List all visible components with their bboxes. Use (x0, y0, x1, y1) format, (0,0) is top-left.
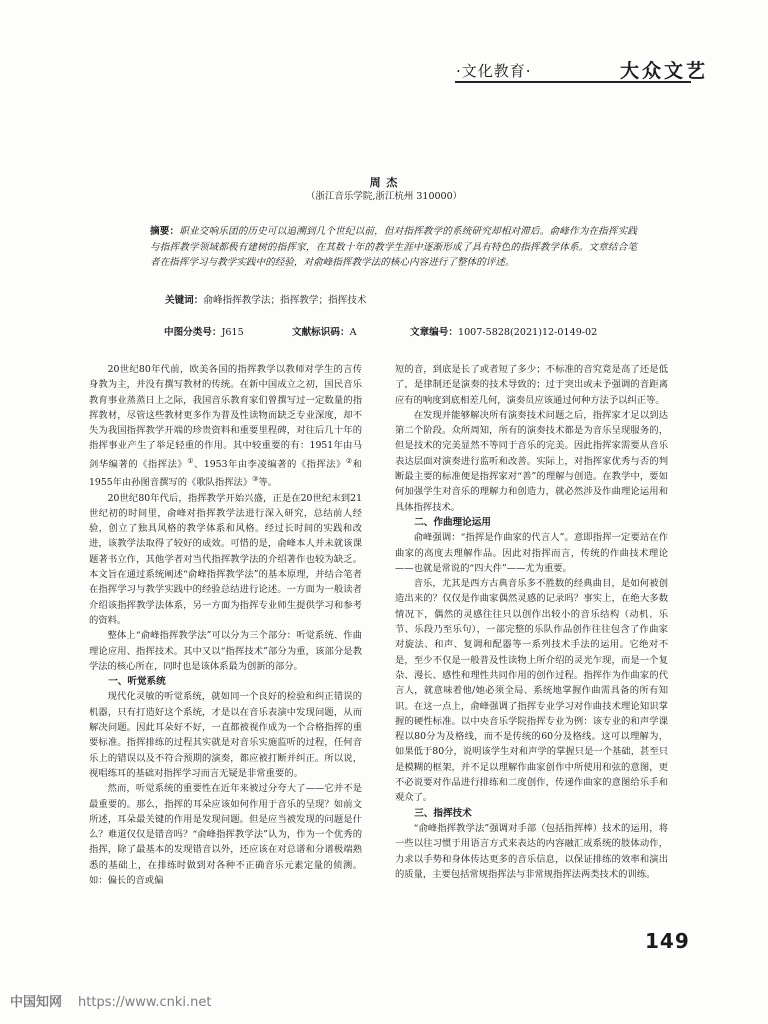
clc-value: J615 (221, 327, 244, 338)
paragraph: 短的音，到底是长了或者短了多少；不标准的音究竟是高了还是低了，是律制还是演奏的技术导致的；过于突出或未予强调的音距离应有的响度到底相差几何，演奏员应该通过何种方法予以纠正等。 (395, 364, 668, 406)
doc-label: 文献标识码： (292, 327, 350, 338)
body-column-left (89, 362, 362, 912)
body-column-right (395, 362, 668, 912)
footnote-ref[interactable]: ② (345, 456, 353, 465)
paragraph: 然而，听觉系统的重要性在近年来被过分夸大了——它并不是最重要的。那么，指挥的耳朵应该如何作用于音乐的呈现？如前文所述，耳朵最关键的作用是发现问题。但是应当被发现的问题是什么？难道仅仅是错音吗？“俞峰指挥教学法”认为，作为一个优秀的指挥，除了最基本的发现错音以外，还应该在对总谱和分谱极端熟悉的基础上，在排练时做到对各种不正确音乐元素定量的侦测。如：偏长的音或偏 (89, 783, 362, 886)
abstract (150, 224, 637, 271)
author-affiliation: （浙江音乐学院,浙江杭州 310000） (305, 191, 463, 202)
keywords-label: 关键词： (165, 295, 204, 306)
keywords-text: 俞峰指挥教学法；指挥教学；指挥技术 (203, 295, 367, 306)
clc-number (164, 324, 244, 338)
paragraph: 现代化灵敏的听觉系统，就如同一个良好的检验和纠正错误的机器，只有打造好这个系统，才是以在音乐表演中发现问题，从而解决问题。因此耳朵好不好，一直都被视作成为一个合格指挥的重要标准。指挥排练的过程其实就是对音乐实施监听的过程，任何音乐上的错误以及不符合预期的演奏，都应被打断并纠正。所以说，视唱练耳的基础对指挥学习而言无疑是非常重要的。 (89, 691, 362, 779)
section-heading: 三、指挥技术 (414, 807, 472, 819)
article-number (410, 324, 597, 338)
journal-name: 大众文艺 (620, 60, 709, 82)
watermark-footer (10, 991, 211, 1010)
paragraph: 20世纪80年代后，指挥教学开始兴盛，正是在20世纪末到21世纪初的时间里，俞峰对指挥教学法进行深入研究，总结前人经验，创立了独具风格的教学体系和风格。经过长时间的实践和改进，该教学法取得了较好的成效。可惜的是，俞峰本人并未就该课题著书立作，其他学者对当代指挥教学法的介绍著作也较为缺乏。本文旨在通过系统阐述“俞峰指挥教学法”的基本原理，并结合笔者在指挥学习与教学实践中的经验总结进行论述。一方面为一般读者介绍该指挥教学法体系，另一方面为指挥专业师生提供学习和参考的资料。 (89, 492, 362, 626)
document-code (292, 324, 357, 338)
paragraph: “俞峰指挥教学法”强调对手部（包括指挥棒）技术的运用，将一些以往习惯于用语言方式来表达的内容融汇成系统的肢体动作，力求以手势和身体传达更多的音乐信息，以保证排练的效率和演出的质量，主要包括常规指挥法与非常规指挥法两类技术的训练。 (395, 822, 668, 880)
header-rule (455, 81, 691, 83)
keywords (165, 292, 366, 306)
paragraph: 整体上“俞峰指挥教学法”可以分为三个部分：听觉系统、作曲理论应用、指挥技术。其中又以“指挥技术”部分为重，该部分是教学法的核心所在，同时也是该体系最为创新的部分。 (89, 630, 362, 672)
paragraph: 20世纪80年代前，欧美各国的指挥教学以教师对学生的言传身教为主，并没有撰写教材的传统。在新中国成立之初，国民音乐教育事业蒸蒸日上之际，我国音乐教育家们曾撰写过一定数量的指挥教材，尽管这些教材更多作为普及性读物而缺乏专业深度，却不失为我国指挥教学开端的珍贵资料和重要里程碑，对往后几十年的指挥事业产生了举足轻重的作用。其中较重要的有：1951年由马剑华编著的《指挥法》①、1953年由李凌编著的《指挥法》②和1955年由孙图音撰写的《歌队指挥法》③等。 (89, 364, 362, 489)
cnki-url[interactable]: https://www.cnki.net (78, 995, 212, 1010)
clc-label: 中图分类号： (164, 327, 222, 338)
section-heading: 一、听觉系统 (108, 676, 166, 688)
paragraph: 在发现并能够解决所有演奏技术问题之后，指挥家才足以到达第二个阶段。众所周知，所有的演奏技术都是为音乐呈现服务的，但是技术的完美显然不等同于音乐的完美。因此指挥家需要从音乐表达层面对演奏进行监听和改善。实际上，对指挥家优秀与否的判断最主要的标准便是指挥家对“善”的理解与创造。在教学中，要如何加强学生对音乐的理解力和创造力，就必然涉及作曲理论运用和具体指挥技术。 (395, 409, 668, 513)
section-heading: 二、作曲理论运用 (414, 516, 491, 528)
paragraph: 俞峰强调：“指挥是作曲家的代言人”。意即指挥一定要站在作曲家的高度去理解作品。因此对指挥而言，传统的作曲技术理论——也就是常说的“四大件”——尤为重要。 (395, 532, 668, 574)
author-name: 周 杰 (369, 176, 399, 189)
footnote-ref[interactable]: ① (187, 456, 195, 465)
page-number: 149 (645, 929, 690, 953)
section-label: ·文化教育· (456, 62, 532, 80)
article-no-value: 1007-5828(2021)12-0149-02 (457, 327, 598, 338)
paragraph: 音乐，尤其是西方古典音乐多不胜数的经典曲目，是如何被创造出来的？仅仅是作曲家偶然灵感的记录吗？事实上，在绝大多数情况下，偶然的灵感往往只以创作出较小的音乐结构（动机、乐节、乐段乃至乐句），一部完整的乐队作品创作往往包含了作曲家对旋法、和声、复调和配器等一系列技术手法的运用。它绝对不是，至少不仅是一般普及性读物上所介绍的灵光乍现，而是一个复杂、漫长、感性和理性共同作用的创作过程。指挥作为作曲家的代言人，就意味着他/她必须全局、系统地掌握作曲需具备的所有知识。在这一点上，俞峰强调了指挥专业学习对作曲技术理论知识掌握的硬性标准。以中央音乐学院指挥专业为例：该专业的和声学课程以80分为及格线，而不是传统的60分及格线。这可以理解为，如果低于80分，说明该学生对和声学的掌握只是一个基础，甚至只是模糊的框架，并不足以理解作曲家创作中所使用和弦的意图，更不必说要对作品进行排练和二度创作，传递作曲家的意图给乐手和观众了。 (395, 578, 668, 804)
abstract-text: 职业交响乐团的历史可以追溯到几个世纪以前，但对指挥教学的系统研究却相对滞后。俞峰作为在指挥实践与指挥教学领域都极有建树的指挥家，在其数十年的教学生涯中逐渐形成了具有特色的指挥教学体系。文章结合笔者在指挥学习与教学实践中的经验，对俞峰指挥教学法的核心内容进行了整体的评述。 (150, 226, 638, 268)
article-no-label: 文章编号： (410, 327, 458, 338)
doc-value: A (349, 327, 357, 338)
cnki-logo: 中国知网 (10, 995, 63, 1010)
abstract-label: 摘要： (150, 226, 180, 237)
footnote-ref[interactable]: ③ (252, 475, 259, 484)
